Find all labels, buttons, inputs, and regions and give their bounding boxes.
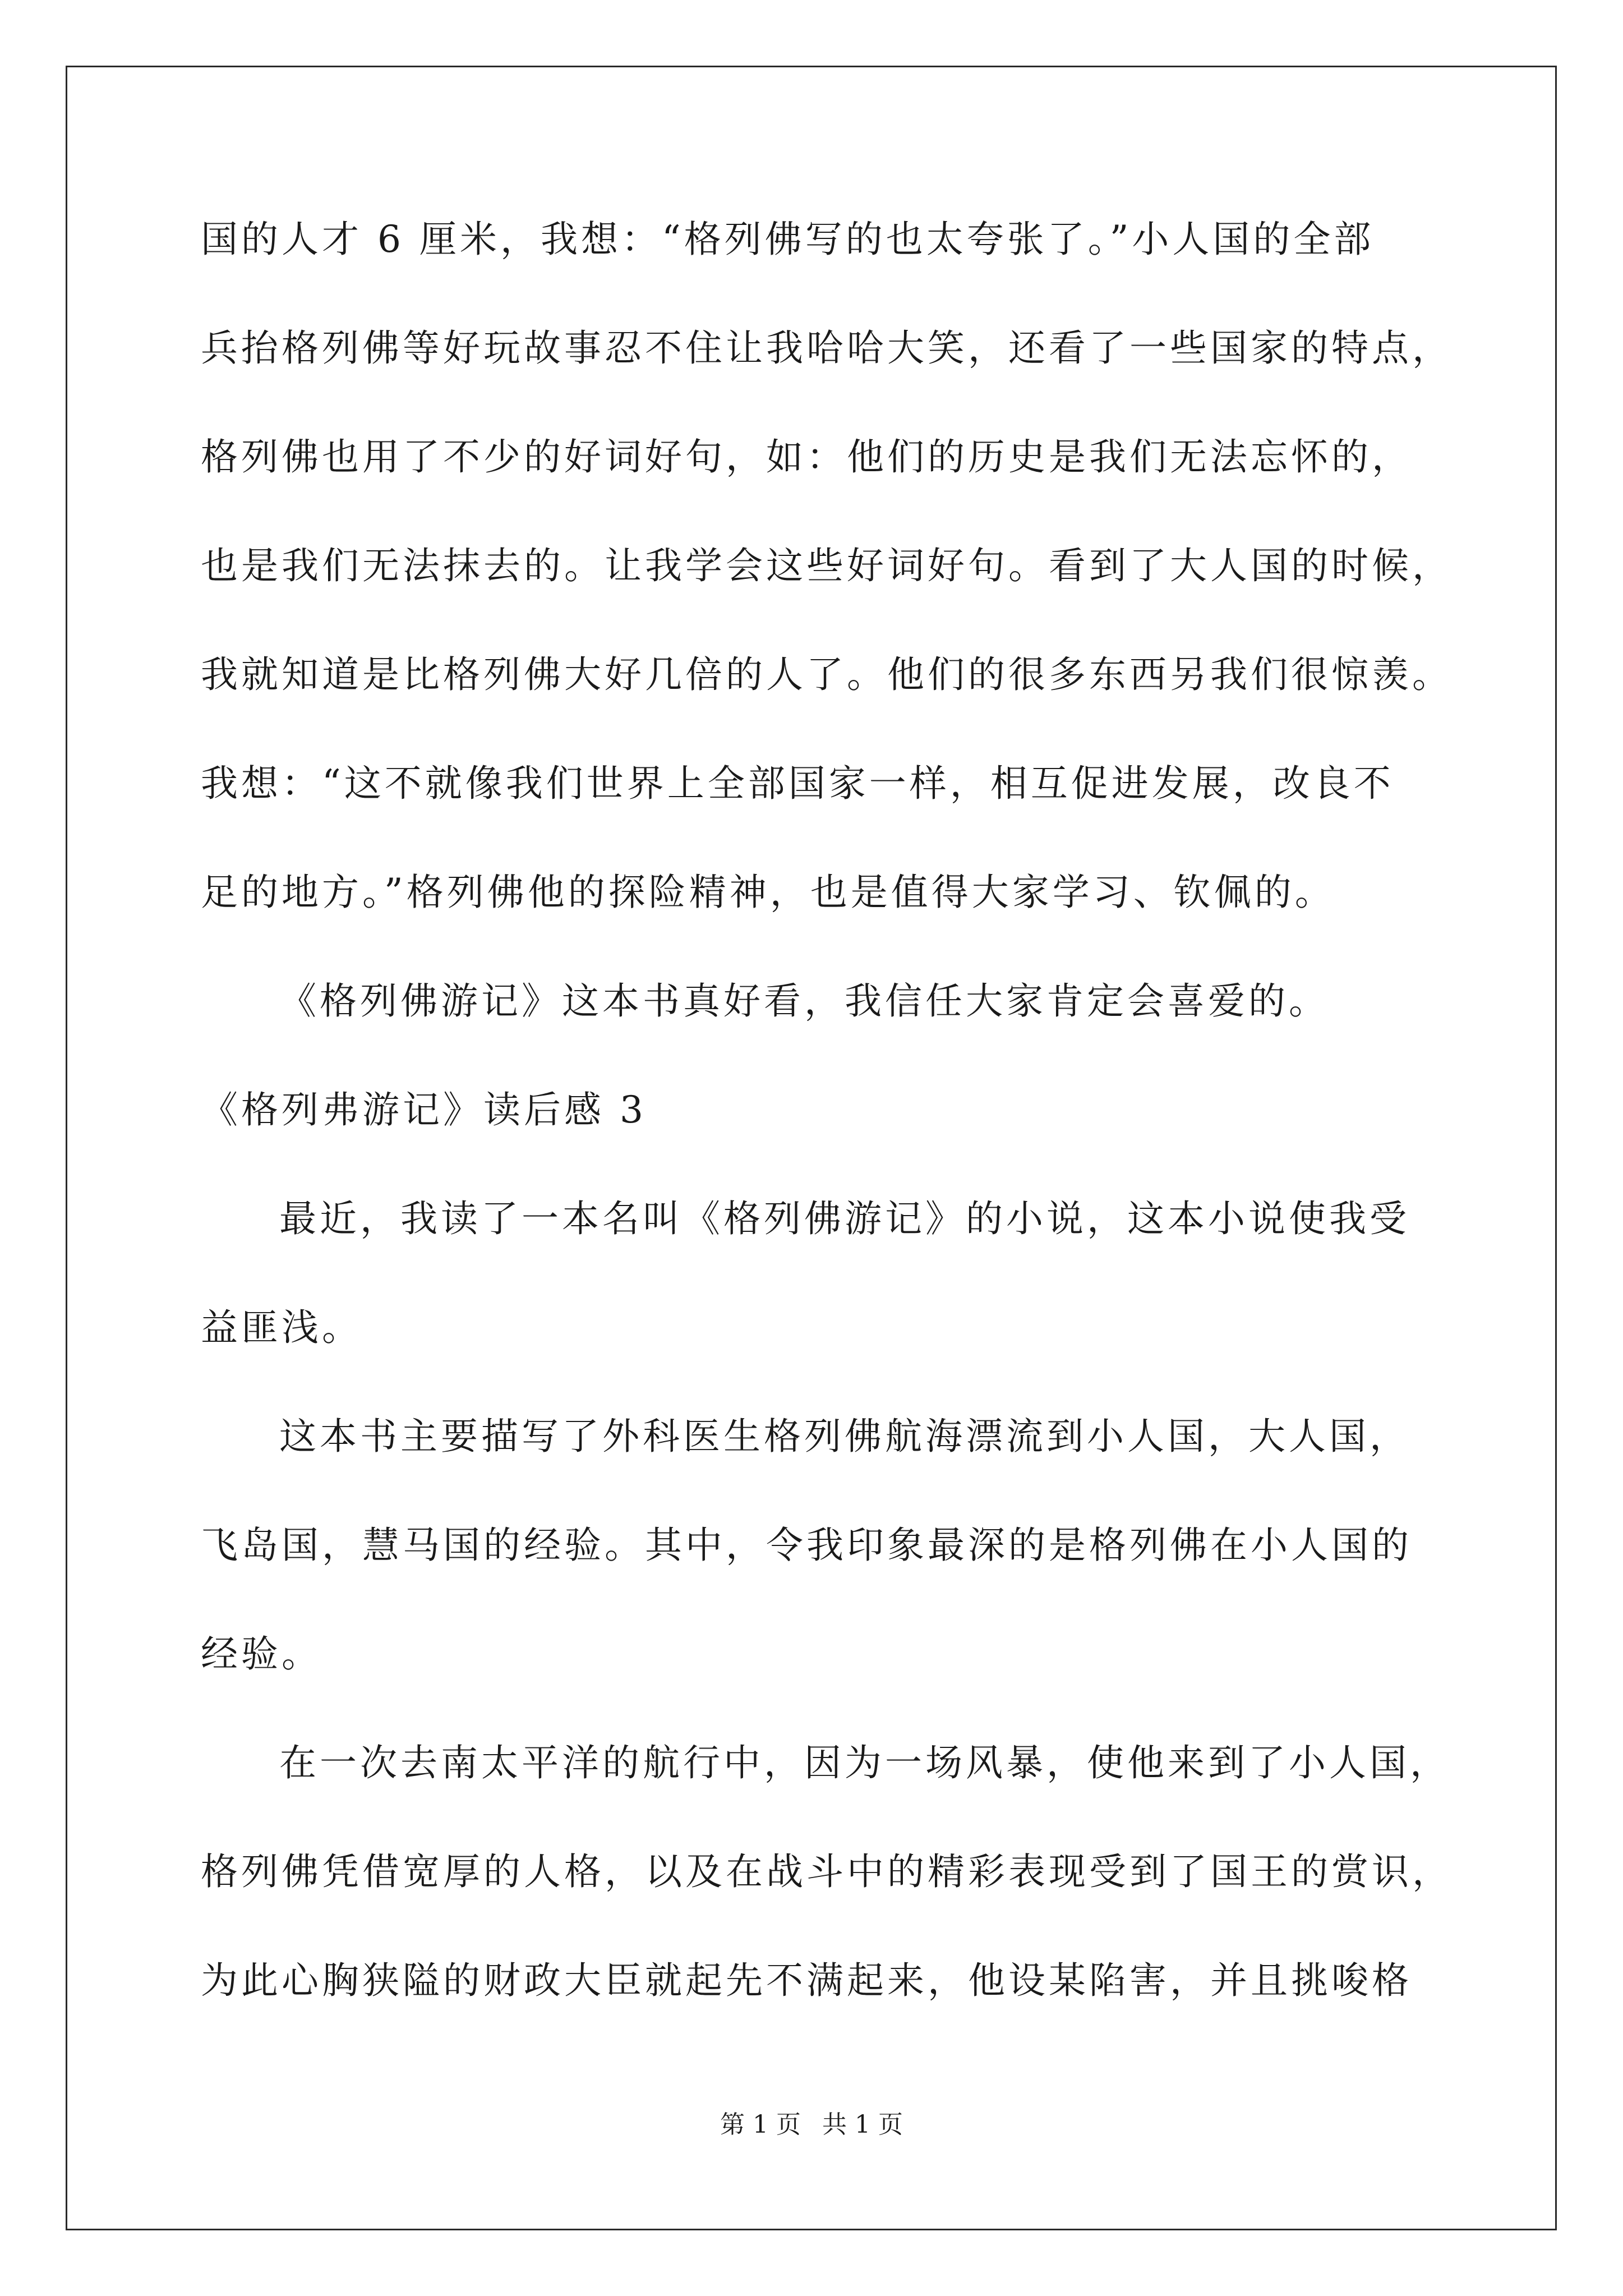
page-border — [66, 66, 1557, 2230]
text-line: 格列佛也用了不少的好词好句，如：他们的历史是我们无法忘怀的， — [201, 435, 1412, 478]
text-line: 我就知道是比格列佛大好几倍的人了。他们的很多东西另我们很惊羡。 — [201, 653, 1453, 696]
text-line: 这本书主要描写了外科医生格列佛航海漂流到小人国，大人国， — [279, 1415, 1410, 1458]
text-line: 国的人才 6 厘米，我想：“格列佛写的也太夸张了。”小人国的全部 — [201, 218, 1375, 261]
page-footer — [0, 2108, 1623, 2142]
text-line: 也是我们无法抹去的。让我学会这些好词好句。看到了大人国的时候， — [201, 544, 1453, 587]
section-heading: 《格列弗游记》读后感 3 — [201, 1088, 647, 1131]
text-line: 最近，我读了一本名叫《格列佛游记》的小说，这本小说使我受 — [279, 1197, 1410, 1240]
page-total: 共 1 页 — [822, 2110, 903, 2139]
text-line: 足的地方。”格列佛他的探险精神，也是值得大家学习、钦佩的。 — [201, 871, 1335, 914]
text-line: 益匪浅。 — [201, 1306, 362, 1349]
text-line: 经验。 — [201, 1632, 322, 1676]
text-line: 为此心胸狭隘的财政大臣就起先不满起来，他设某陷害，并且挑唆格 — [201, 1959, 1412, 2002]
text-line: 我想：“这不就像我们世界上全部国家一样，相互促进发展，改良不 — [201, 762, 1394, 805]
text-line: 兵抬格列佛等好玩故事忍不住让我哈哈大笑，还看了一些国家的特点， — [201, 326, 1453, 370]
page-number: 第 1 页 — [720, 2110, 801, 2139]
text-line: 在一次去南太平洋的航行中，因为一场风暴，使他来到了小人国， — [279, 1741, 1450, 1784]
text-line: 《格列佛游记》这本书真好看，我信任大家肯定会喜爱的。 — [279, 979, 1329, 1023]
text-line: 格列佛凭借宽厚的人格，以及在战斗中的精彩表现受到了国王的赏识， — [201, 1850, 1453, 1893]
text-line: 飞岛国，慧马国的经验。其中，令我印象最深的是格列佛在小人国的 — [201, 1524, 1412, 1567]
